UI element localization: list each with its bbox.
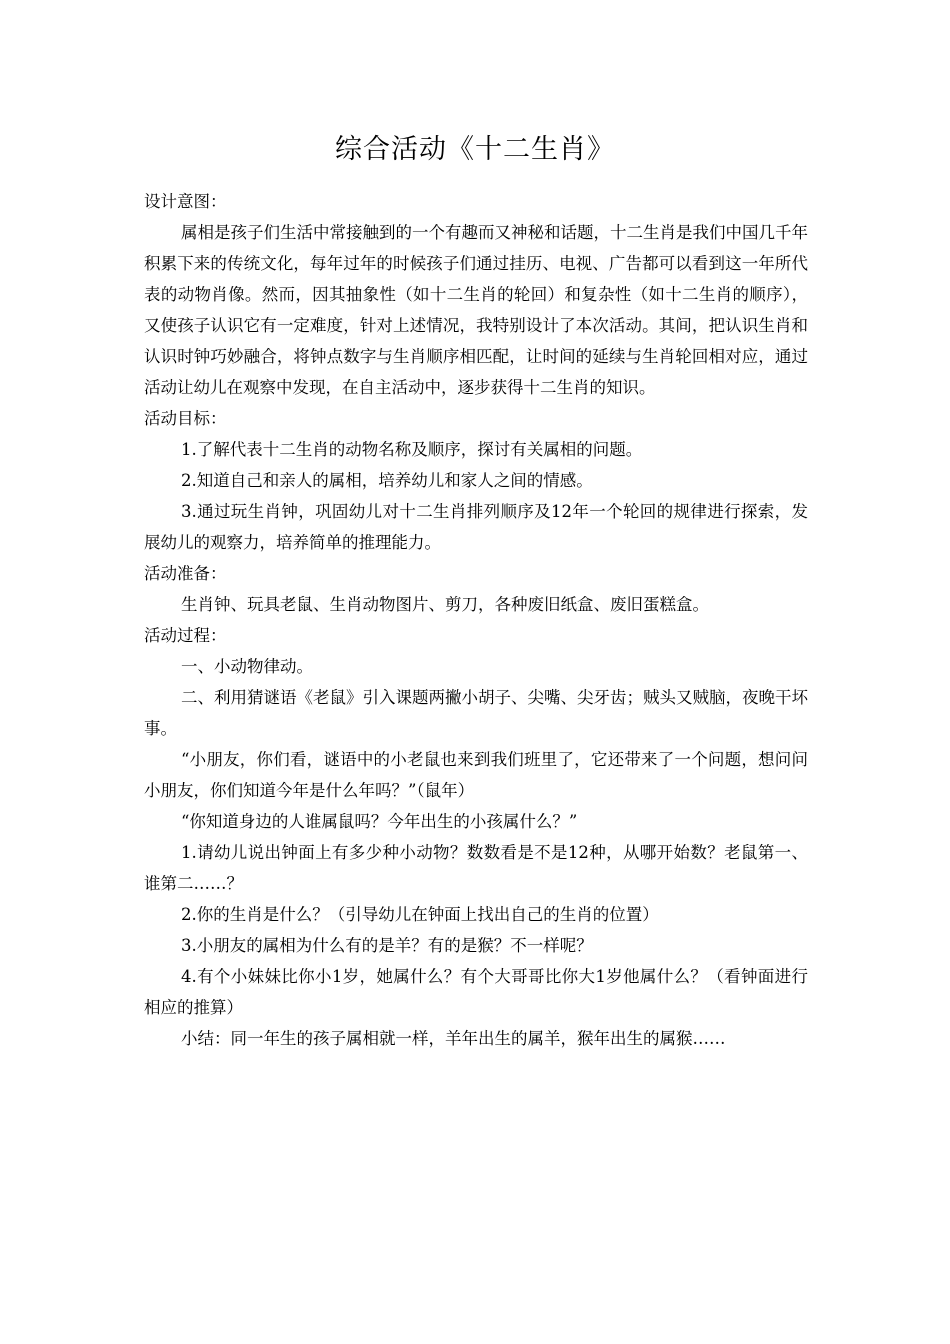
section-heading-goals: 活动目标： bbox=[144, 409, 227, 428]
process-summary: 小结：同一年生的孩子属相就一样，羊年出生的属羊，猴年出生的属猴…… bbox=[181, 1029, 726, 1048]
section-heading-process: 活动过程： bbox=[144, 626, 227, 645]
goal-item: 1.了解代表十二生肖的动物名称及顺序，探讨有关属相的问题。 bbox=[181, 440, 643, 459]
process-step: 1.请幼儿说出钟面上有多少种小动物？数数看是不是12种，从哪开始数？老鼠第一、谁第二……？ bbox=[144, 843, 808, 893]
design-paragraph: 属相是孩子们生活中常接触到的一个有趣而又神秘和话题，十二生肖是我们中国几千年积累下来的传统文化，每年过年的时候孩子们通过挂历、电视、广告都可以看到这一年所代表的动物肖像。然而，因其抽象性（如十二生肖的轮回）和复杂性（如十二生肖的顺序），又使孩子认识它有一定难度，针对上述情况，我特别设计了本次活动。其间，把认识生肖和认识时钟巧妙融合，将钟点数字与生肖顺序相匹配，让时间的延续与生肖轮回相对应，通过活动让幼儿在观察中发现，在自主活动中，逐步获得十二生肖的知识。 bbox=[144, 223, 808, 397]
section-heading-design: 设计意图： bbox=[144, 192, 227, 211]
document-body bbox=[144, 186, 808, 1054]
process-step: 二、利用猜谜语《老鼠》引入课题两撇小胡子、尖嘴、尖牙齿；贼头又贼脑，夜晚干坏事。 bbox=[144, 688, 808, 738]
document-title: 综合活动《十二生肖》 bbox=[335, 134, 615, 165]
goal-item: 2.知道自己和亲人的属相，培养幼儿和家人之间的情感。 bbox=[181, 471, 593, 490]
process-step: “小朋友，你们看，谜语中的小老鼠也来到我们班里了，它还带来了一个问题，想问问小朋友，你们知道今年是什么年吗？”（鼠年） bbox=[144, 750, 808, 800]
goal-item: 3.通过玩生肖钟，巩固幼儿对十二生肖排列顺序及12年一个轮回的规律进行探索，发展幼儿的观察力，培养简单的推理能力。 bbox=[144, 502, 808, 552]
process-step: 4.有个小妹妹比你小1岁，她属什么？有个大哥哥比你大1岁他属什么？（看钟面进行相应的推算） bbox=[144, 967, 808, 1017]
process-step: 一、小动物律动。 bbox=[181, 657, 313, 676]
process-step: 2.你的生肖是什么？（引导幼儿在钟面上找出自己的生肖的位置） bbox=[181, 905, 659, 924]
prep-paragraph: 生肖钟、玩具老鼠、生肖动物图片、剪刀，各种废旧纸盒、废旧蛋糕盒。 bbox=[181, 595, 709, 614]
process-step: 3.小朋友的属相为什么有的是羊？有的是猴？不一样呢？ bbox=[181, 936, 593, 955]
process-step: “你知道身边的人谁属鼠吗？今年出生的小孩属什么？” bbox=[181, 812, 578, 831]
section-heading-prep: 活动准备： bbox=[144, 564, 227, 583]
